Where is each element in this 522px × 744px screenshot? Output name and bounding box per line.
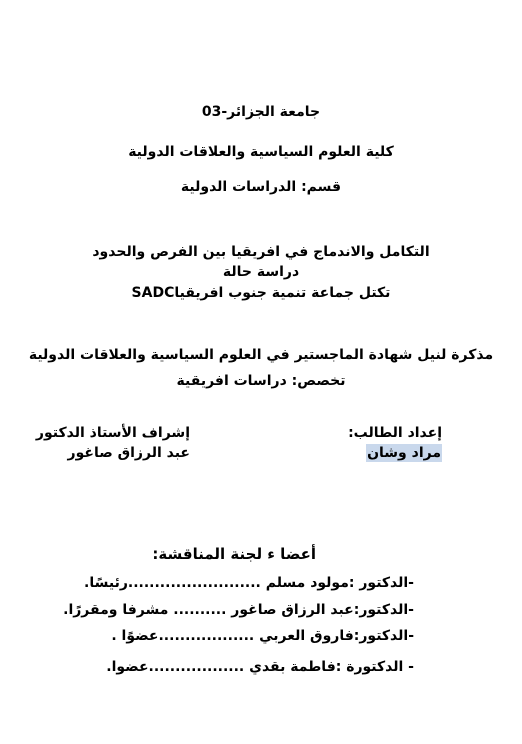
committee-member-chair: -الدكتور :مولود مسلم .........................رئيسًا. — [84, 575, 414, 591]
department-name: قسم: الدراسات الدولية — [180, 179, 342, 195]
prepared-by-label: إعداد الطالب: — [348, 425, 442, 441]
supervisor-name: عبد الرزاق صاغور — [67, 445, 190, 461]
specialization: تخصص: دراسات افريقية — [176, 373, 346, 389]
university-name: جامعة الجزائر-03 — [201, 104, 321, 120]
case-study-label: دراسة حالة — [222, 264, 300, 280]
supervisor-label: إشراف الأستاذ الدكتور — [35, 425, 190, 441]
committee-title: أعضا ء لجنة المناقشة: — [152, 545, 316, 563]
degree-statement: مذكرة لنيل شهادة الماجستير في العلوم السياسية والعلاقات الدولية — [28, 347, 494, 363]
committee-member-supervisor: -الدكتور:عبد الرزاق صاغور .......... مشرفا ومقررًا. — [63, 602, 414, 618]
case-study-subject: تكتل جماعة تنمية جنوب افريقياSADC — [131, 285, 391, 301]
thesis-title: التكامل والاندماج في افريقيا بين الفرص والحدود — [92, 244, 430, 260]
committee-member-examiner: -الدكتور:فاروق العربي ..................عضوًا . — [111, 628, 414, 644]
committee-member-examiner: - الدكتورة :فاطمة بقدي ..................عضوا. — [106, 659, 414, 675]
faculty-name: كلية العلوم السياسية والعلاقات الدولية — [128, 144, 394, 160]
student-name: مراد وشان — [367, 445, 441, 461]
